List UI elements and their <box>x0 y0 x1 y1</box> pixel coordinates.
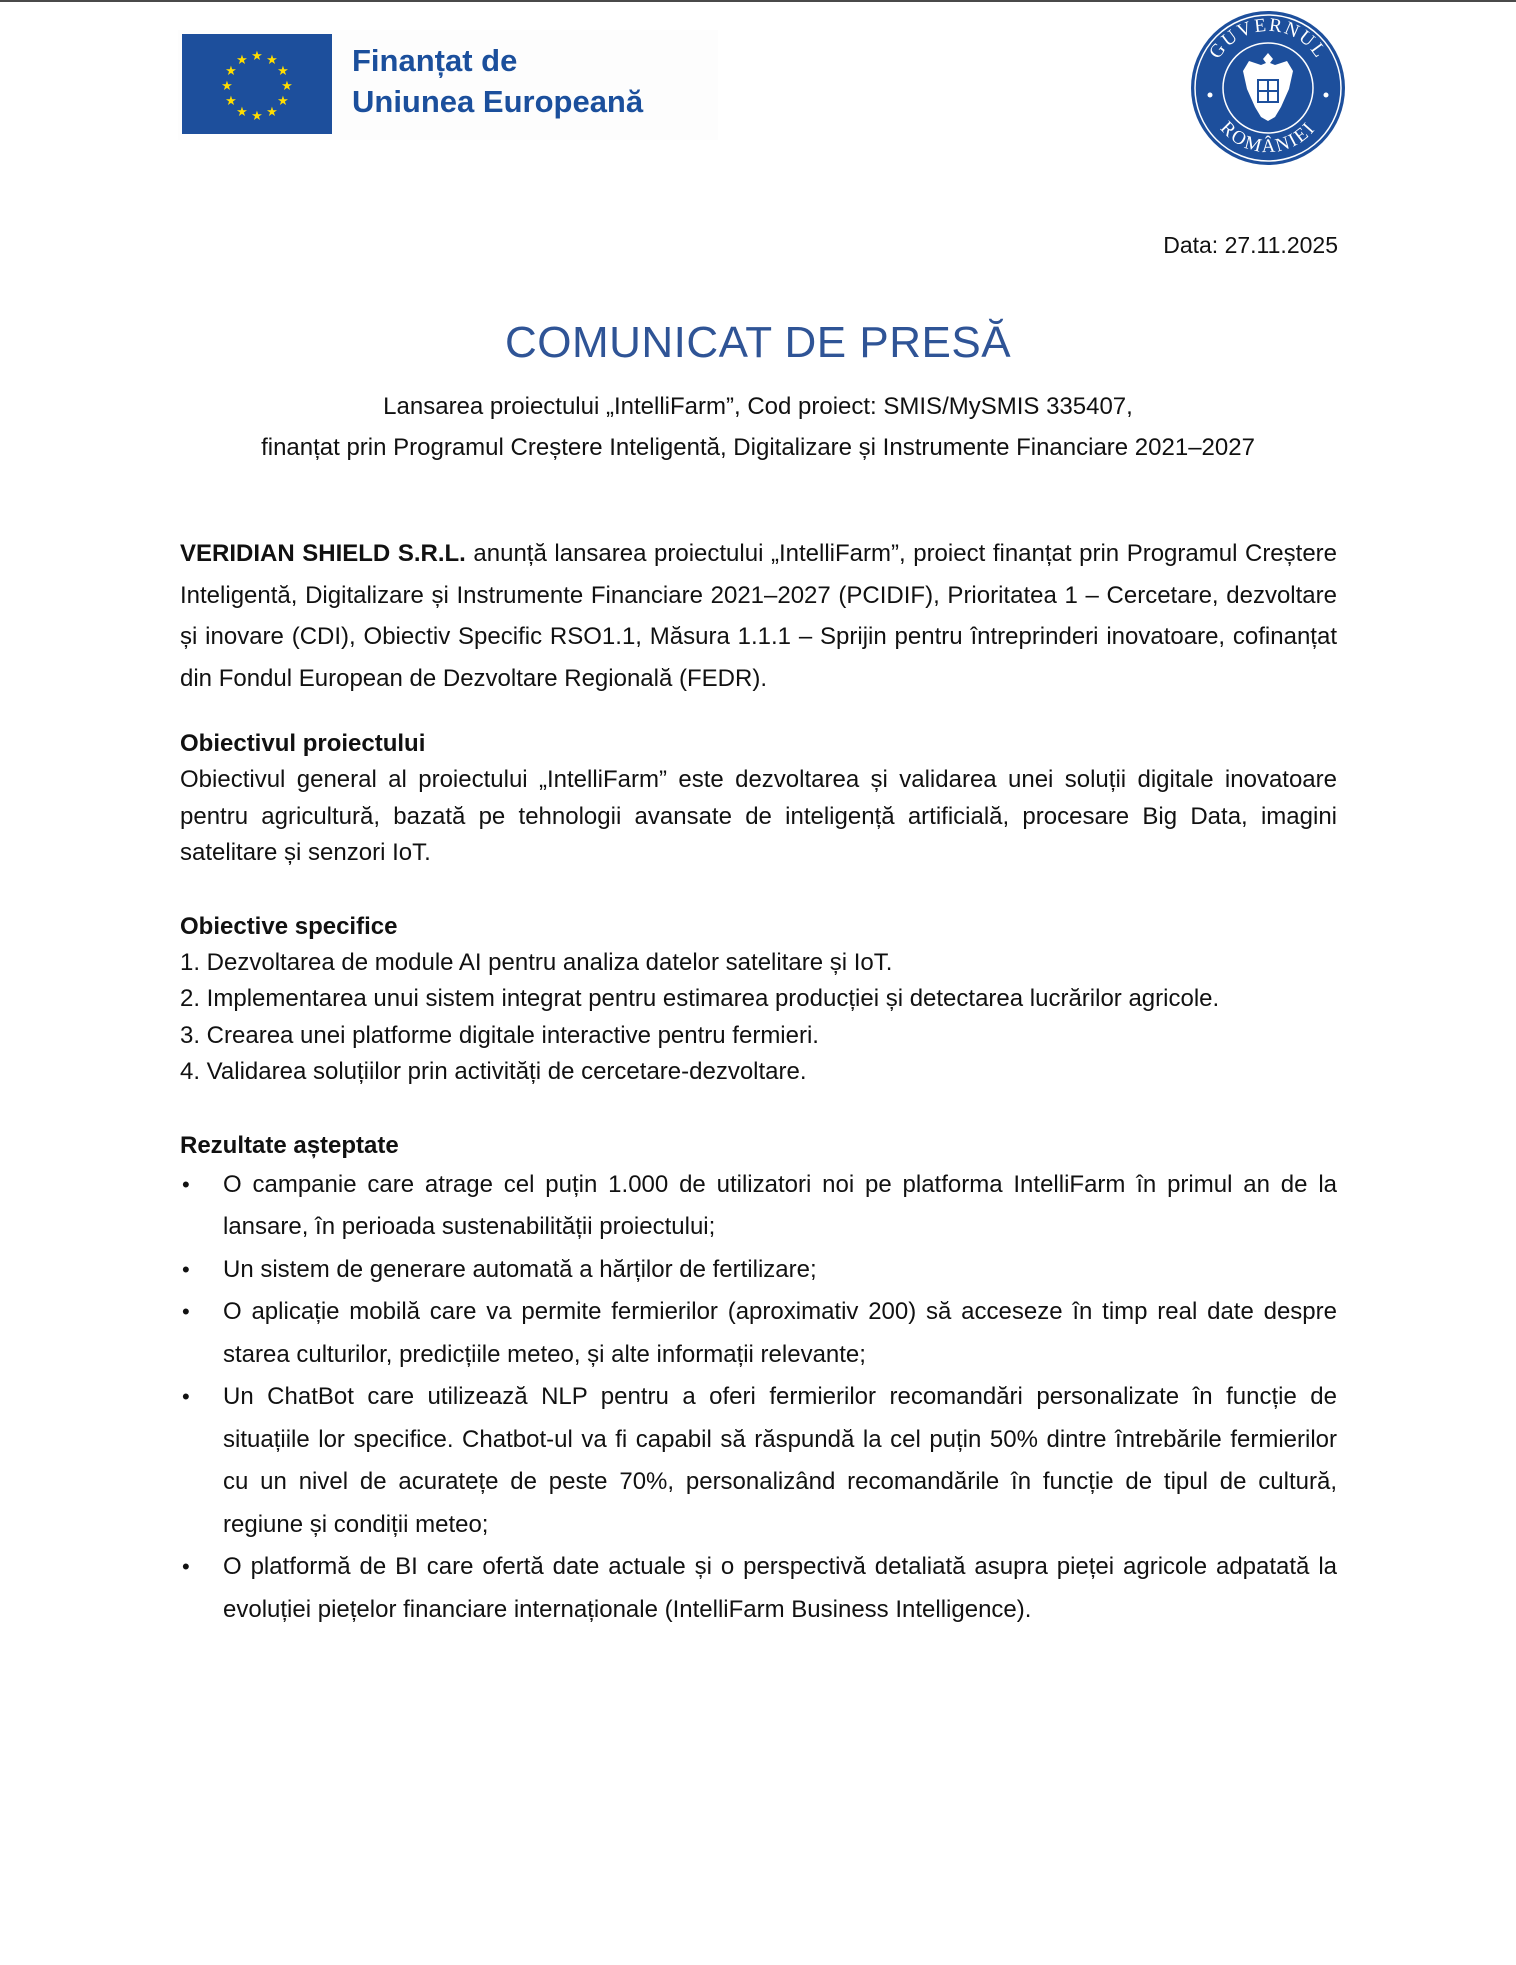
list-item <box>180 1291 1337 1376</box>
bullet-icon: • <box>182 1299 190 1324</box>
intro-text: anunță lansarea proiectului „IntelliFarm”, proiect finanțat prin Programul Creștere Inteligentă, Digitalizare și Instrumente Financiare 2021–2027 (PCIDIF), Prioritatea 1 – Cercetare, dezvoltare și inovare (CDI), Obiectiv Specific RSO1.1, Măsura 1.1.1 – Sprijin pentru întreprinderi inovatoare, cofinanțat din Fondul European de Dezvoltare Regională (FEDR). <box>180 540 1338 692</box>
list-item <box>180 1164 1337 1249</box>
document-body <box>180 533 1337 1667</box>
expected-results-list <box>180 1164 1337 1632</box>
bullet-icon: • <box>182 1171 190 1197</box>
list-item: 3. Crearea unei platforme digitale interactive pentru fermieri. <box>180 1021 819 1049</box>
svg-text:★: ★ <box>251 49 263 64</box>
list-item-text: Un sistem de generare automată a hărților de fertilizare; <box>223 1255 817 1283</box>
objective-heading: Obiectivul proiectului <box>180 730 426 757</box>
svg-text:ROMÂNIEI: ROMÂNIEI <box>1215 117 1321 158</box>
objective-text: Obiectivul general al proiectului „IntelliFarm” este dezvoltarea și validarea unei soluții digitale inovatoare pentru agricultură, bazată pe tehnologii avansate de inteligență artificială, procesare Big Data, imagini satelitare și senzori IoT. <box>180 766 1337 866</box>
svg-text:★: ★ <box>277 64 289 79</box>
subtitle-line1: Lansarea proiectului „IntelliFarm”, Cod proiect: SMIS/MySMIS 335407, <box>383 393 1133 420</box>
bullet-icon: • <box>182 1256 190 1282</box>
section-specific-objectives <box>180 908 1337 1091</box>
document-title: COMUNICAT DE PRESĂ <box>504 318 1012 367</box>
svg-text:★: ★ <box>277 94 289 109</box>
document-subtitle <box>0 386 1516 468</box>
svg-text:★: ★ <box>251 109 263 124</box>
company-name: VERIDIAN SHIELD S.R.L. <box>180 540 466 567</box>
svg-text:★: ★ <box>266 105 278 120</box>
intro-paragraph <box>180 533 1337 699</box>
list-item-text: O platformă de BI care ofertă date actuale și o perspectivă detaliată asupra pieței agricole adpatată la evoluției piețelor financiare internaționale (IntelliFarm Business Intelligence). <box>223 1553 1337 1623</box>
list-item <box>180 1376 1337 1546</box>
specific-objectives-heading: Obiective specifice <box>180 912 398 940</box>
subtitle-line2: finanțat prin Programul Creștere Inteligentă, Digitalizare și Instrumente Financiare 2021–2027 <box>261 434 1255 461</box>
romanian-government-seal-icon <box>1189 9 1347 167</box>
svg-text:★: ★ <box>225 64 237 79</box>
svg-text:★: ★ <box>221 79 233 94</box>
page-top-border <box>0 0 1516 2</box>
section-expected-results <box>180 1127 1337 1632</box>
list-item-text: O campanie care atrage cel puțin 1.000 de utilizatori noi pe platforma IntelliFarm în primul an de la lansare, în perioada sustenabilității proiectului; <box>223 1170 1337 1240</box>
eu-funding-text <box>352 40 643 122</box>
list-item-text: Un ChatBot care utilizează NLP pentru a oferi fermierilor recomandări personalizate în funcție de situațiile lor specifice. Chatbot-ul va fi capabil să răspundă la cel puțin 50% dintre întrebările fermierilor cu un nivel de acuratețe de peste 70%, personalizând recomandările în funcție de tipul de cultură, regiune și condiții meteo; <box>223 1383 1337 1538</box>
eu-flag-icon <box>182 34 332 134</box>
eu-funding-line1: Finanțat de <box>352 43 518 78</box>
svg-text:★: ★ <box>236 105 248 120</box>
list-item <box>180 1249 1337 1292</box>
bullet-icon: • <box>182 1384 190 1409</box>
specific-objectives-list <box>180 945 1337 1091</box>
bullet-icon: • <box>182 1554 190 1579</box>
svg-text:★: ★ <box>266 53 278 68</box>
svg-text:★: ★ <box>281 79 293 94</box>
expected-results-heading: Rezultate așteptate <box>180 1131 399 1159</box>
list-item-text: O aplicație mobilă care va permite fermierilor (aproximativ 200) să acceseze în timp real date despre starea culturilor, predicțiile meteo, și alte informații relevante; <box>223 1298 1337 1368</box>
list-item <box>180 1546 1337 1631</box>
eu-funding-line2: Uniunea Europeană <box>352 84 644 119</box>
document-date: Data: 27.11.2025 <box>1163 232 1338 258</box>
svg-text:★: ★ <box>225 94 237 109</box>
list-item: 2. Implementarea unui sistem integrat pentru estimarea producției și detectarea lucrărilor agricole. <box>180 985 1220 1012</box>
eu-funding-logo <box>178 30 718 140</box>
section-objective <box>180 725 1337 872</box>
list-item: 1. Dezvoltarea de module AI pentru analiza datelor satelitare și IoT. <box>180 948 893 976</box>
svg-text:GUVERNUL: GUVERNUL <box>1205 14 1331 63</box>
svg-text:★: ★ <box>236 53 248 68</box>
list-item: 4. Validarea soluțiilor prin activități de cercetare-dezvoltare. <box>180 1058 807 1085</box>
